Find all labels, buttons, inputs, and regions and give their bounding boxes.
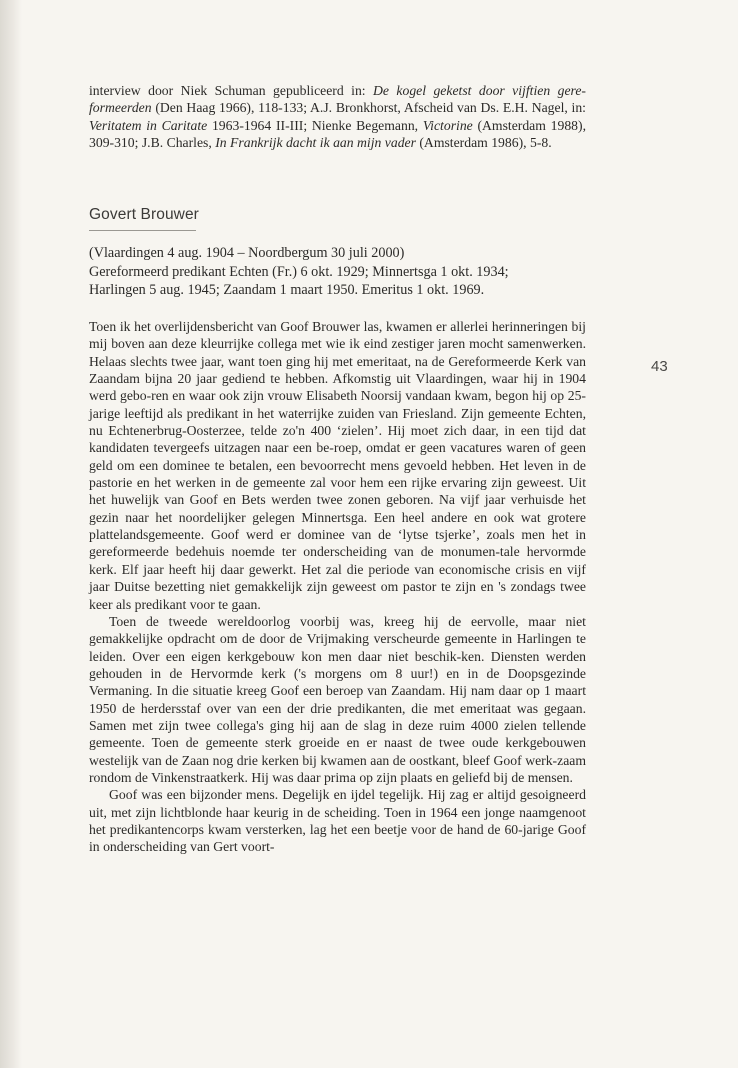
- reference-text-1: interview door Niek Schuman gepubliceerd in:: [89, 83, 374, 98]
- bio-line: (Vlaardingen 4 aug. 1904 – Noordbergum 30 juli 2000): [89, 245, 405, 261]
- page-number: 43: [651, 358, 668, 375]
- reference-title-2: Veritatem in Caritate: [89, 117, 208, 133]
- book-spine-shadow: [0, 0, 22, 1068]
- reference-text-2: (Den Haag 1966), 118-133; A.J. Bronkhorst, Afscheid van Ds. E.H. Nagel, in:: [151, 100, 586, 116]
- paragraph: Toen ik het overlijdensbericht van Goof Brouwer las, kwamen er allerlei herinneringen bij mij boven aan deze kleurrijke collega met wie ik eind zestiger jaren mocht samenwerken. Helaas slechts twee jaar, want toen ging hij met emeritaat, na de Gereformeerde Kerk van Zaandam bijna 20 jaar gediend te hebben. Afkomstig uit Vlaardingen, waar hij in 1904 werd gebo-ren en waar ook zijn vrouw Elisabeth Noorsij vandaan kwam, begon hij op 25-jarige leeftijd als predikant in het waterrijke zuiden van Friesland. Zijn gemeente Echten, nu Echtenerbrug-Oosterzee, telde zo'n 400 ‘zielen’. Hij moet zich daar, in een tijd dat kandidaten tevergeefs uitzagen naar een be-roep, omdat er geen vacatures waren of geen geld om een dominee te betalen, een bevoorrecht mens gevoeld hebben. Het leven in de pastorie en het werken in de gemeente zal voor hem een rijke ervaring zijn geweest. Uit het huwelijk van Goof en Bets werden twee zonen geboren. Na vijf jaar verhuisde het gezin naar het noordelijker gelegen Minnertsga. Een heel andere en ook wat grotere plattelandsgemeente. Goof werd er dominee van de ‘lytse tsjerke’, zoals men het in gereformeerde bedehuis noemde ter onderscheiding van de monumen-tale hervormde kerk. Elf jaar heeft hij daar gewerkt. Het zal die periode van economische crisis en vijf jaar Duitse bezetting niet gemakkelijk zijn geweest om pastor te zijn en 's zondags twee keer als predikant voor te gaan.: [89, 319, 586, 612]
- reference-title-1: De kogel geketst door vijftien gere-formeerden: [89, 83, 586, 116]
- reference-title-4: In Frankrijk dacht ik aan mijn vader: [215, 135, 416, 151]
- paragraph: Goof was een bijzonder mens. Degelijk en ijdel tegelijk. Hij zag er altijd gesoigneerd uit, met zijn lichtblonde haar keurig in de scheiding. Toen in 1964 een jonge naamgenoot het predikantencorps kwam versterken, lag het een beetje voor de hand de 60-jarige Goof in onderscheiding van Gert voort-: [89, 787, 586, 855]
- paragraph: Toen de tweede wereldoorlog voorbij was, kreeg hij de eervolle, maar niet gemakkelijke opdracht om de door de Vrijmaking verscheurde gemeente in Harlingen te leiden. Over een eigen kerkgebouw kon men daar niet beschik-ken. Diensten werden gehouden in de Hervormde kerk ('s morgens om 8 uur!) en in de Doopsgezinde Vermaning. In die situatie kreeg Goof een beroep van Zaandam. Hij nam daar op 1 maart 1950 de herdersstaf over van een der drie predikanten, die met emeritaat was gegaan. Samen met zijn twee collega's ging hij aan de slag in deze ruim 4000 zielen tellende gemeente. Toen de gemeente sterk groeide en er naast de twee oude kerkgebouwen westelijk van de Zaan nog drie kerken bij kwamen aan de oostkant, bleef Goof werk-zaam rondom de Vinkenstraatkerk. Hij was daar prima op zijn plaats en geliefd bij de mensen.: [89, 613, 586, 785]
- biography-summary: [89, 244, 586, 300]
- reference-note: [89, 82, 586, 151]
- body-text: [89, 318, 586, 856]
- reference-title-3: Victorine: [422, 117, 473, 133]
- bio-line: Gereformeerd predikant Echten (Fr.) 6 okt. 1929; Minnertsga 1 okt. 1934;: [89, 263, 509, 280]
- reference-text-3: 1963-1964 II-III; Nienke Begemann,: [207, 117, 423, 133]
- reference-text-5: (Amsterdam 1986), 5-8.: [415, 135, 552, 151]
- reference-text-4: (Amsterdam 1988), 309-310; J.B. Charles,: [89, 117, 586, 151]
- section-heading: Govert Brouwer: [89, 206, 199, 223]
- heading-underline: [89, 230, 196, 231]
- bio-line: Harlingen 5 aug. 1945; Zaandam 1 maart 1950. Emeritus 1 okt. 1969.: [89, 282, 485, 298]
